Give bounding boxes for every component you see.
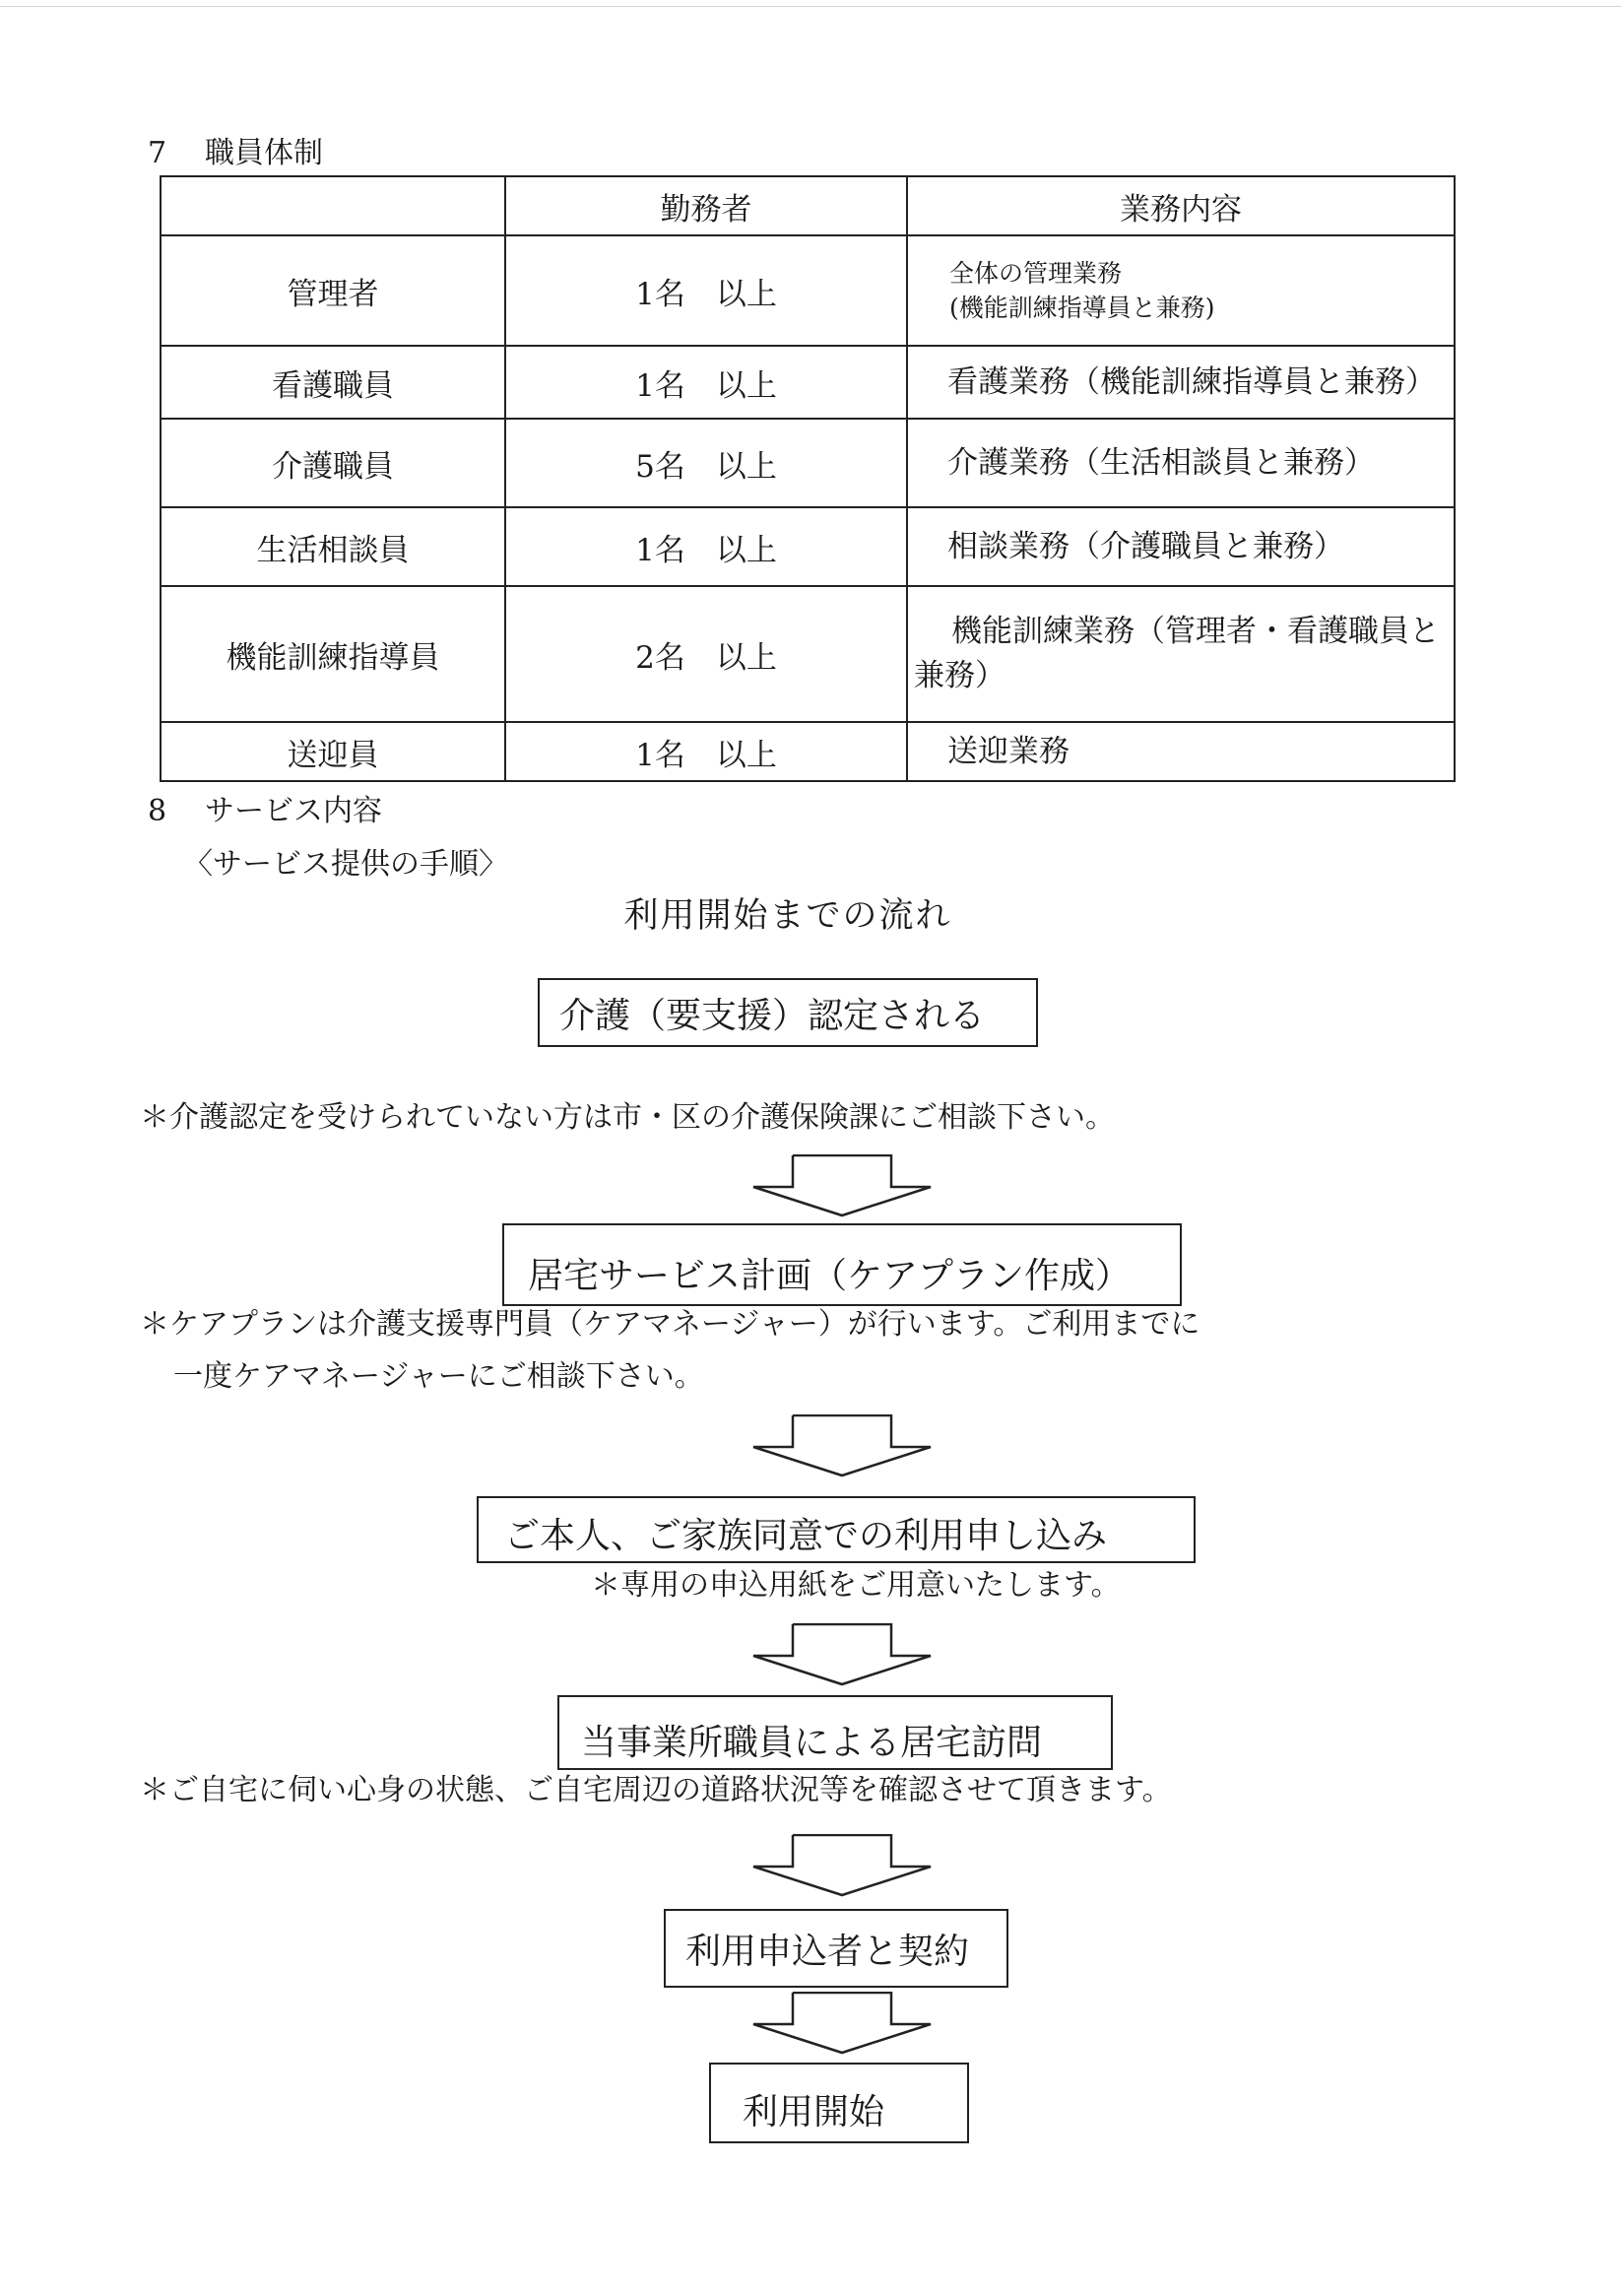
down-arrow-icon [748,1834,936,1897]
flow-step-contract: 利用申込者と契約 [664,1909,1008,1988]
duty-line: 員と兼務） [914,614,1440,693]
flow-note: ＊介護認定を受けられていない方は市・区の介護保険課にご相談下さい。 [140,1100,1115,1135]
table-row [161,235,1455,346]
count-cell: 1名 以上 [505,235,907,346]
flow-note: ＊専用の申込用紙をご用意いたします。 [591,1568,1121,1603]
count-cell: 5名 以上 [505,419,907,507]
count-cell: 2名 以上 [505,586,907,722]
section-7-number: 7 [148,136,167,170]
flow-note: ＊ケアプランは介護支援専門員（ケアマネージャー）が行います。ご利用までに [140,1307,1200,1342]
staff-table [160,175,1456,782]
down-arrow-icon [748,1623,936,1686]
section-7-title: 職員体制 [205,136,323,170]
flow-note: ＊ご自宅に伺い心身の状態、ご自宅周辺の道路状況等を確認させて頂きます。 [140,1773,1172,1807]
down-arrow-icon [748,1992,936,2055]
flow-step-application: ご本人、ご家族同意での利用申し込み [477,1496,1196,1563]
duty-line: 介護業務（生活相談員と兼務） [947,444,1375,481]
role-cell: 機能訓練指導員 [161,586,505,722]
role-cell: 管理者 [161,235,505,346]
table-row [161,419,1455,507]
table-row [161,586,1455,722]
count-cell: 1名 以上 [505,722,907,781]
down-arrow-icon [748,1414,936,1477]
flow-note: 一度ケアマネージャーにご相談下さい。 [173,1359,704,1394]
duty-line: 機能訓練業務（管理者・看護職 [951,614,1379,650]
section-8-number: 8 [148,794,167,828]
duty-line: 全体の管理業務 [949,259,1123,288]
flow-step-start: 利用開始 [709,2063,969,2143]
duty-cell [907,586,1455,722]
flow-step-home-visit: 当事業所職員による居宅訪問 [557,1695,1113,1770]
duty-cell [907,235,1455,346]
duty-line: 相談業務（介護職員と兼務） [947,528,1344,564]
duty-cell [907,507,1455,586]
count-cell: 1名 以上 [505,346,907,419]
section-8-subtitle: 〈サービス提供の手順〉 [183,847,508,882]
header-cell-duty: 業務内容 [907,176,1455,235]
table-row [161,507,1455,586]
role-cell: 看護職員 [161,346,505,419]
header-cell-empty [161,176,505,235]
role-cell: 介護職員 [161,419,505,507]
duty-line: 看護業務（機能訓練指導員と兼務） [947,363,1436,400]
role-cell: 生活相談員 [161,507,505,586]
section-8-title: サービス内容 [205,794,382,828]
table-row [161,346,1455,419]
duty-cell [907,419,1455,507]
duty-line: (機能訓練指導員と兼務) [949,294,1215,322]
flow-step-certification: 介護（要支援）認定される [538,978,1038,1047]
duty-line: 送迎業務 [947,733,1070,769]
duty-cell [907,346,1455,419]
section-8-heading [148,786,382,829]
down-arrow-icon [748,1154,936,1217]
header-cell-staff: 勤務者 [505,176,907,235]
duty-cell [907,722,1455,781]
section-7-heading [148,128,323,171]
table-row [161,722,1455,781]
page-top-edge [0,6,1621,7]
count-cell: 1名 以上 [505,507,907,586]
flow-step-care-plan: 居宅サービス計画（ケアプラン作成） [502,1223,1182,1306]
flow-title: 利用開始までの流れ [623,896,952,936]
staff-table-header-row [161,176,1455,235]
role-cell: 送迎員 [161,722,505,781]
